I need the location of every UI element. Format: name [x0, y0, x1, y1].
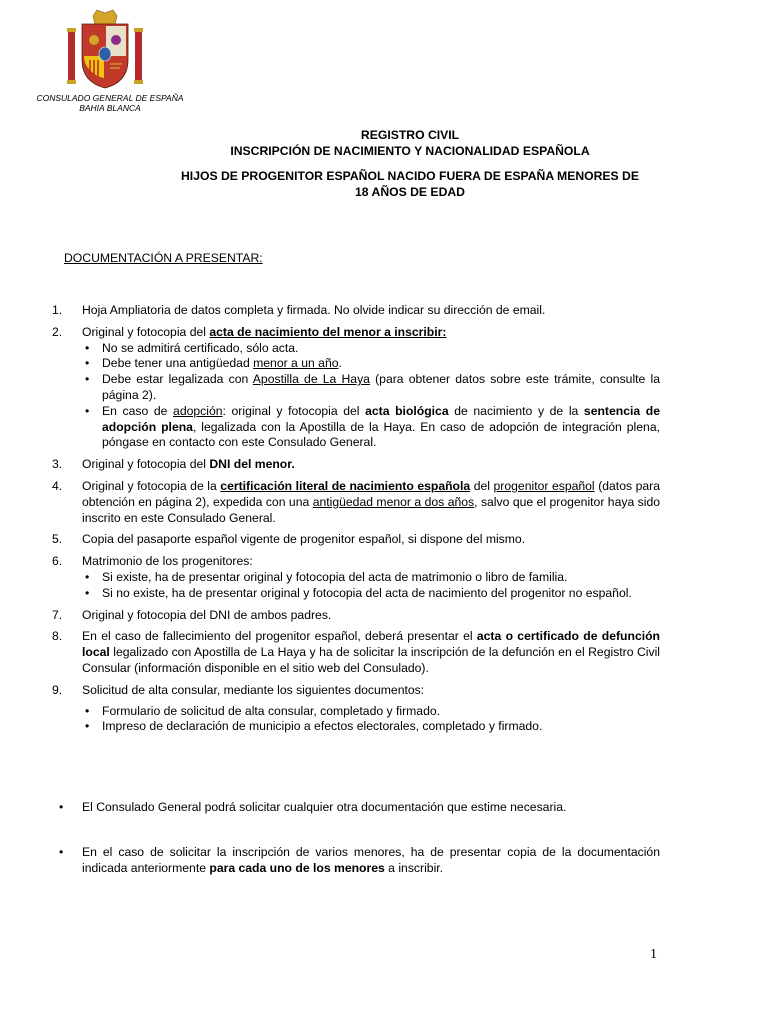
underlined-text: adopción: [173, 403, 223, 418]
item-text: Solicitud de alta consular, mediante los siguientes documentos:: [82, 682, 425, 697]
note-text: El Consulado General podrá solicitar cualquier otra documentación que estime necesaria.: [82, 800, 567, 814]
bullet: •: [59, 845, 64, 859]
note-additional-docs: [52, 800, 660, 816]
title-line-2: INSCRIPCIÓN DE NACIMIENTO Y NACIONALIDAD ESPAÑOLA: [230, 144, 590, 158]
underlined-text: Apostilla de La Haya: [252, 372, 370, 387]
title-line-1: REGISTRO CIVIL: [360, 128, 460, 142]
list-item-1: [52, 303, 660, 319]
bold-text: acta biológica: [365, 403, 449, 418]
item-number: 1.: [52, 303, 63, 317]
item-number: 6.: [52, 554, 63, 569]
list-item-7: [52, 608, 660, 624]
item-number: 2.: [52, 324, 63, 339]
item-text: Hoja Ampliatoria de datos completa y firmada. No olvide indicar su dirección de email.: [82, 303, 546, 317]
bullet: •: [59, 800, 64, 814]
item-number: 5.: [52, 532, 63, 547]
item-text: Original y fotocopia del: [82, 324, 210, 339]
sub-item: • Debe tener una antigüedad menor a un año.: [82, 356, 660, 372]
consulate-line-2: BAHIA BLANCA: [79, 103, 141, 113]
sub-list: [82, 570, 660, 602]
sub-item: • Si no existe, ha de presentar original y fotocopia del acta de nacimiento del progenitor no español.: [82, 586, 660, 602]
sub-list: [82, 704, 660, 736]
list-item-8: 8. En el caso de fallecimiento del progenitor español, deberá presentar el acta o certificado de defunción local legalizado con Apostilla de La Haya y ha de solicitar la inscripción de la defunción en el Registro Civil Consular (información disponible en el sitio web del Consulado).: [52, 629, 660, 675]
bold-text: sentencia de adopción plena: [102, 403, 660, 434]
bold-text: acta o certificado de defunción local: [82, 629, 660, 660]
page-number: 1: [650, 947, 657, 962]
item-number: 4.: [52, 478, 63, 493]
bold-text: para cada uno de los menores: [209, 860, 385, 875]
item-text: Copia del pasaporte español vigente de progenitor español, si dispone del mismo.: [82, 532, 526, 547]
sub-item: • Si existe, ha de presentar original y fotocopia del acta de matrimonio o libro de familia.: [82, 570, 660, 586]
sub-item: • Formulario de solicitud de alta consular, completado y firmado.: [82, 704, 660, 720]
underlined-text: progenitor español: [493, 478, 595, 493]
item-text: Original y fotocopia del: [82, 457, 210, 472]
item-number: 7.: [52, 607, 63, 622]
bold-text: DNI del menor.: [209, 457, 295, 472]
consulate-name: [20, 93, 200, 113]
sub-item: • No se admitirá certificado, sólo acta.: [82, 341, 660, 357]
item-number: 8.: [52, 629, 63, 644]
document-subtitle: [100, 168, 720, 200]
list-item-9: [52, 683, 660, 735]
note-multiple-minors: • En el caso de solicitar la inscripción de varios menores, ha de presentar copia de la documentación indicada anteriormente para cada uno de los menores a inscribir.: [52, 845, 660, 877]
consulate-line-1: CONSULADO GENERAL DE ESPAÑA: [36, 93, 184, 103]
list-item-6: [52, 554, 660, 601]
item-text: Original y fotocopia del DNI de ambos padres.: [82, 607, 332, 622]
list-item-2: [52, 325, 660, 451]
underlined-text: antigüedad menor a dos años: [312, 494, 475, 509]
list-item-3: [52, 457, 660, 473]
document-title: [100, 127, 720, 159]
list-item-5: [52, 532, 660, 548]
subtitle-line-1: HIJOS DE PROGENITOR ESPAÑOL NACIDO FUERA DE ESPAÑA MENORES DE: [181, 169, 639, 183]
item-number: 3.: [52, 457, 63, 472]
item-text: Matrimonio de los progenitores:: [82, 554, 253, 569]
underlined-text: menor a un año: [253, 356, 339, 371]
requirements-list: [52, 303, 660, 741]
sub-item: • En caso de adopción: original y fotocopia del acta biológica de nacimiento y de la sentencia de adopción plena, legalizada con la Apostilla de la Haya. En caso de adopción de integración plena, póngase en contacto con este Consulado General.: [82, 404, 660, 451]
birth-certificate-emphasis: acta de nacimiento del menor a inscribir:: [209, 324, 447, 339]
documentation-heading: DOCUMENTACIÓN A PRESENTAR:: [64, 251, 263, 265]
bold-underlined-text: certificación literal de nacimiento española: [220, 478, 471, 493]
sub-item: • Impreso de declaración de municipio a efectos electorales, completado y firmado.: [82, 719, 660, 735]
subtitle-line-2: 18 AÑOS DE EDAD: [355, 185, 465, 199]
sub-item: • Debe estar legalizada con Apostilla de La Haya (para obtener datos sobre este trámite, consulte la página 2).: [82, 372, 660, 404]
coat-of-arms-emblem: [60, 8, 150, 92]
sub-list: [82, 341, 660, 452]
list-item-4: 4. Original y fotocopia de la certificación literal de nacimiento española del progenitor español (datos para obtención en página 2), expedida con una antigüedad menor a dos años, salvo que el progenitor haya sido inscrito en este Consulado General.: [52, 478, 661, 525]
item-number: 9.: [52, 682, 63, 697]
